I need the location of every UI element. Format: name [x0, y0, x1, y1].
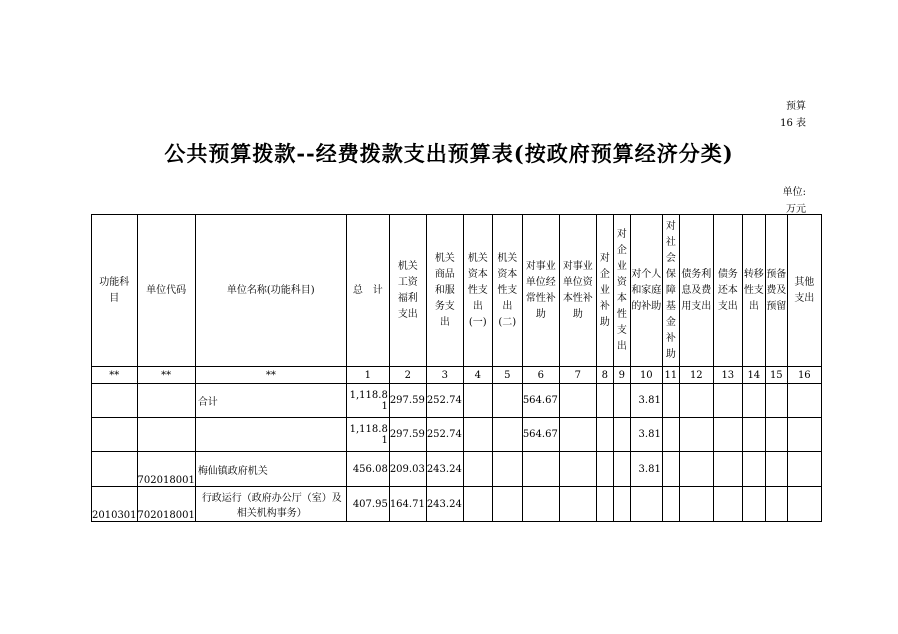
table-cell — [492, 452, 522, 487]
table-cell: 1,118.81 — [346, 384, 389, 418]
table-cell — [662, 418, 679, 452]
table-number: 16 表 — [780, 118, 806, 129]
header-goods-services: 机关商品和服务支出 — [426, 215, 463, 367]
table-cell: 243.24 — [426, 452, 463, 487]
header-social-security: 对社会保障基金补助 — [662, 215, 679, 367]
table-cell — [713, 384, 742, 418]
table-cell — [463, 418, 492, 452]
table-cell — [195, 418, 346, 452]
table-cell — [679, 487, 713, 522]
table-row — [92, 418, 822, 452]
header-reserve: 预备费及预留 — [765, 215, 787, 367]
table-cell — [559, 418, 596, 452]
table-cell — [596, 452, 613, 487]
marker-cell: 2 — [389, 367, 426, 384]
table-cell — [559, 384, 596, 418]
table-cell: 3.81 — [630, 418, 662, 452]
table-cell — [662, 452, 679, 487]
table-cell: 209.03 — [389, 452, 426, 487]
table-cell — [742, 418, 765, 452]
table-cell: 297.59 — [389, 384, 426, 418]
table-cell — [492, 487, 522, 522]
table-cell — [522, 452, 559, 487]
table-cell — [742, 452, 765, 487]
table-cell: 564.67 — [522, 384, 559, 418]
table-cell — [787, 452, 821, 487]
table-row — [92, 384, 822, 418]
table-cell — [630, 487, 662, 522]
table-cell — [613, 418, 630, 452]
header-household-subsidy: 对个人和家庭的补助 — [630, 215, 662, 367]
table-cell — [613, 487, 630, 522]
table-cell — [92, 418, 138, 452]
header-unit-name: 单位名称(功能科目) — [195, 215, 346, 367]
table-cell — [613, 452, 630, 487]
table-cell: 702018001 — [137, 452, 195, 487]
header-total: 总 计 — [346, 215, 389, 367]
marker-cell: 6 — [522, 367, 559, 384]
marker-cell: 8 — [596, 367, 613, 384]
table-cell: 456.08 — [346, 452, 389, 487]
header-enterprise-capital: 对企业资本性支出 — [613, 215, 630, 367]
table-cell — [713, 418, 742, 452]
header-institution-capital: 对事业单位资本性补助 — [559, 215, 596, 367]
header-other: 其他支出 — [787, 215, 821, 367]
table-cell — [613, 384, 630, 418]
table-cell — [765, 418, 787, 452]
table-cell — [713, 452, 742, 487]
table-cell — [492, 418, 522, 452]
marker-cell: 3 — [426, 367, 463, 384]
table-cell — [662, 487, 679, 522]
column-number-row — [92, 367, 822, 384]
table-cell: 梅仙镇政府机关 — [195, 452, 346, 487]
header-wages: 机关工资福利支出 — [389, 215, 426, 367]
marker-cell: ** — [92, 367, 138, 384]
header-capital-1: 机关资本性支出(一) — [463, 215, 492, 367]
marker-cell: 14 — [742, 367, 765, 384]
table-cell — [765, 452, 787, 487]
table-cell — [787, 384, 821, 418]
header-capital-2: 机关资本性支出(二) — [492, 215, 522, 367]
table-cell: 702018001 — [137, 487, 195, 522]
table-cell: 243.24 — [426, 487, 463, 522]
marker-cell: 4 — [463, 367, 492, 384]
marker-cell: 11 — [662, 367, 679, 384]
budget-table — [91, 214, 822, 522]
marker-cell: 10 — [630, 367, 662, 384]
table-cell: 164.71 — [389, 487, 426, 522]
table-cell — [679, 452, 713, 487]
table-cell — [463, 384, 492, 418]
header-function-code: 功能科目 — [92, 215, 138, 367]
table-cell — [92, 384, 138, 418]
table-cell — [596, 418, 613, 452]
table-cell — [742, 487, 765, 522]
table-cell: 1,118.81 — [346, 418, 389, 452]
table-cell: 297.59 — [389, 418, 426, 452]
marker-cell: ** — [195, 367, 346, 384]
table-cell — [765, 487, 787, 522]
table-cell — [463, 487, 492, 522]
table-cell: 407.95 — [346, 487, 389, 522]
marker-cell: 9 — [613, 367, 630, 384]
marker-cell: 7 — [559, 367, 596, 384]
table-cell — [679, 384, 713, 418]
header-debt-principal: 债务还本支出 — [713, 215, 742, 367]
unit-label: 单位: — [782, 187, 806, 198]
marker-cell: ** — [137, 367, 195, 384]
header-unit-code: 单位代码 — [137, 215, 195, 367]
table-cell — [137, 418, 195, 452]
header-transfer: 转移性支出 — [742, 215, 765, 367]
table-cell — [742, 384, 765, 418]
table-cell: 合计 — [195, 384, 346, 418]
table-cell — [662, 384, 679, 418]
header-row — [92, 215, 822, 367]
header-debt-interest: 债务利息及费用支出 — [679, 215, 713, 367]
page-title: 公共预算拨款--经费拨款支出预算表(按政府预算经济分类) — [164, 141, 734, 166]
header-enterprise-subsidy: 对企业补助 — [596, 215, 613, 367]
table-cell — [492, 384, 522, 418]
table-cell: 行政运行（政府办公厅（室）及相关机构事务） — [195, 487, 346, 522]
marker-cell: 5 — [492, 367, 522, 384]
table-cell — [463, 452, 492, 487]
marker-cell: 1 — [346, 367, 389, 384]
table-row — [92, 452, 822, 487]
table-cell — [596, 487, 613, 522]
table-cell: 3.81 — [630, 452, 662, 487]
unit-value: 万元 — [786, 204, 806, 215]
table-cell — [787, 487, 821, 522]
table-cell: 2010301 — [92, 487, 138, 522]
marker-cell: 13 — [713, 367, 742, 384]
table-cell: 3.81 — [630, 384, 662, 418]
table-cell — [522, 487, 559, 522]
table-cell — [679, 418, 713, 452]
table-cell: 252.74 — [426, 384, 463, 418]
table-cell: 564.67 — [522, 418, 559, 452]
table-row — [92, 487, 822, 522]
table-cell — [137, 384, 195, 418]
table-cell: 252.74 — [426, 418, 463, 452]
table-cell — [559, 452, 596, 487]
table-cell — [765, 384, 787, 418]
table-cell — [559, 487, 596, 522]
table-cell — [596, 384, 613, 418]
table-cell — [92, 452, 138, 487]
table-cell — [787, 418, 821, 452]
marker-cell: 12 — [679, 367, 713, 384]
table-cell — [713, 487, 742, 522]
marker-cell: 15 — [765, 367, 787, 384]
marker-cell: 16 — [787, 367, 821, 384]
table-number-label: 预算 — [786, 101, 806, 112]
header-institution-regular: 对事业单位经常性补助 — [522, 215, 559, 367]
